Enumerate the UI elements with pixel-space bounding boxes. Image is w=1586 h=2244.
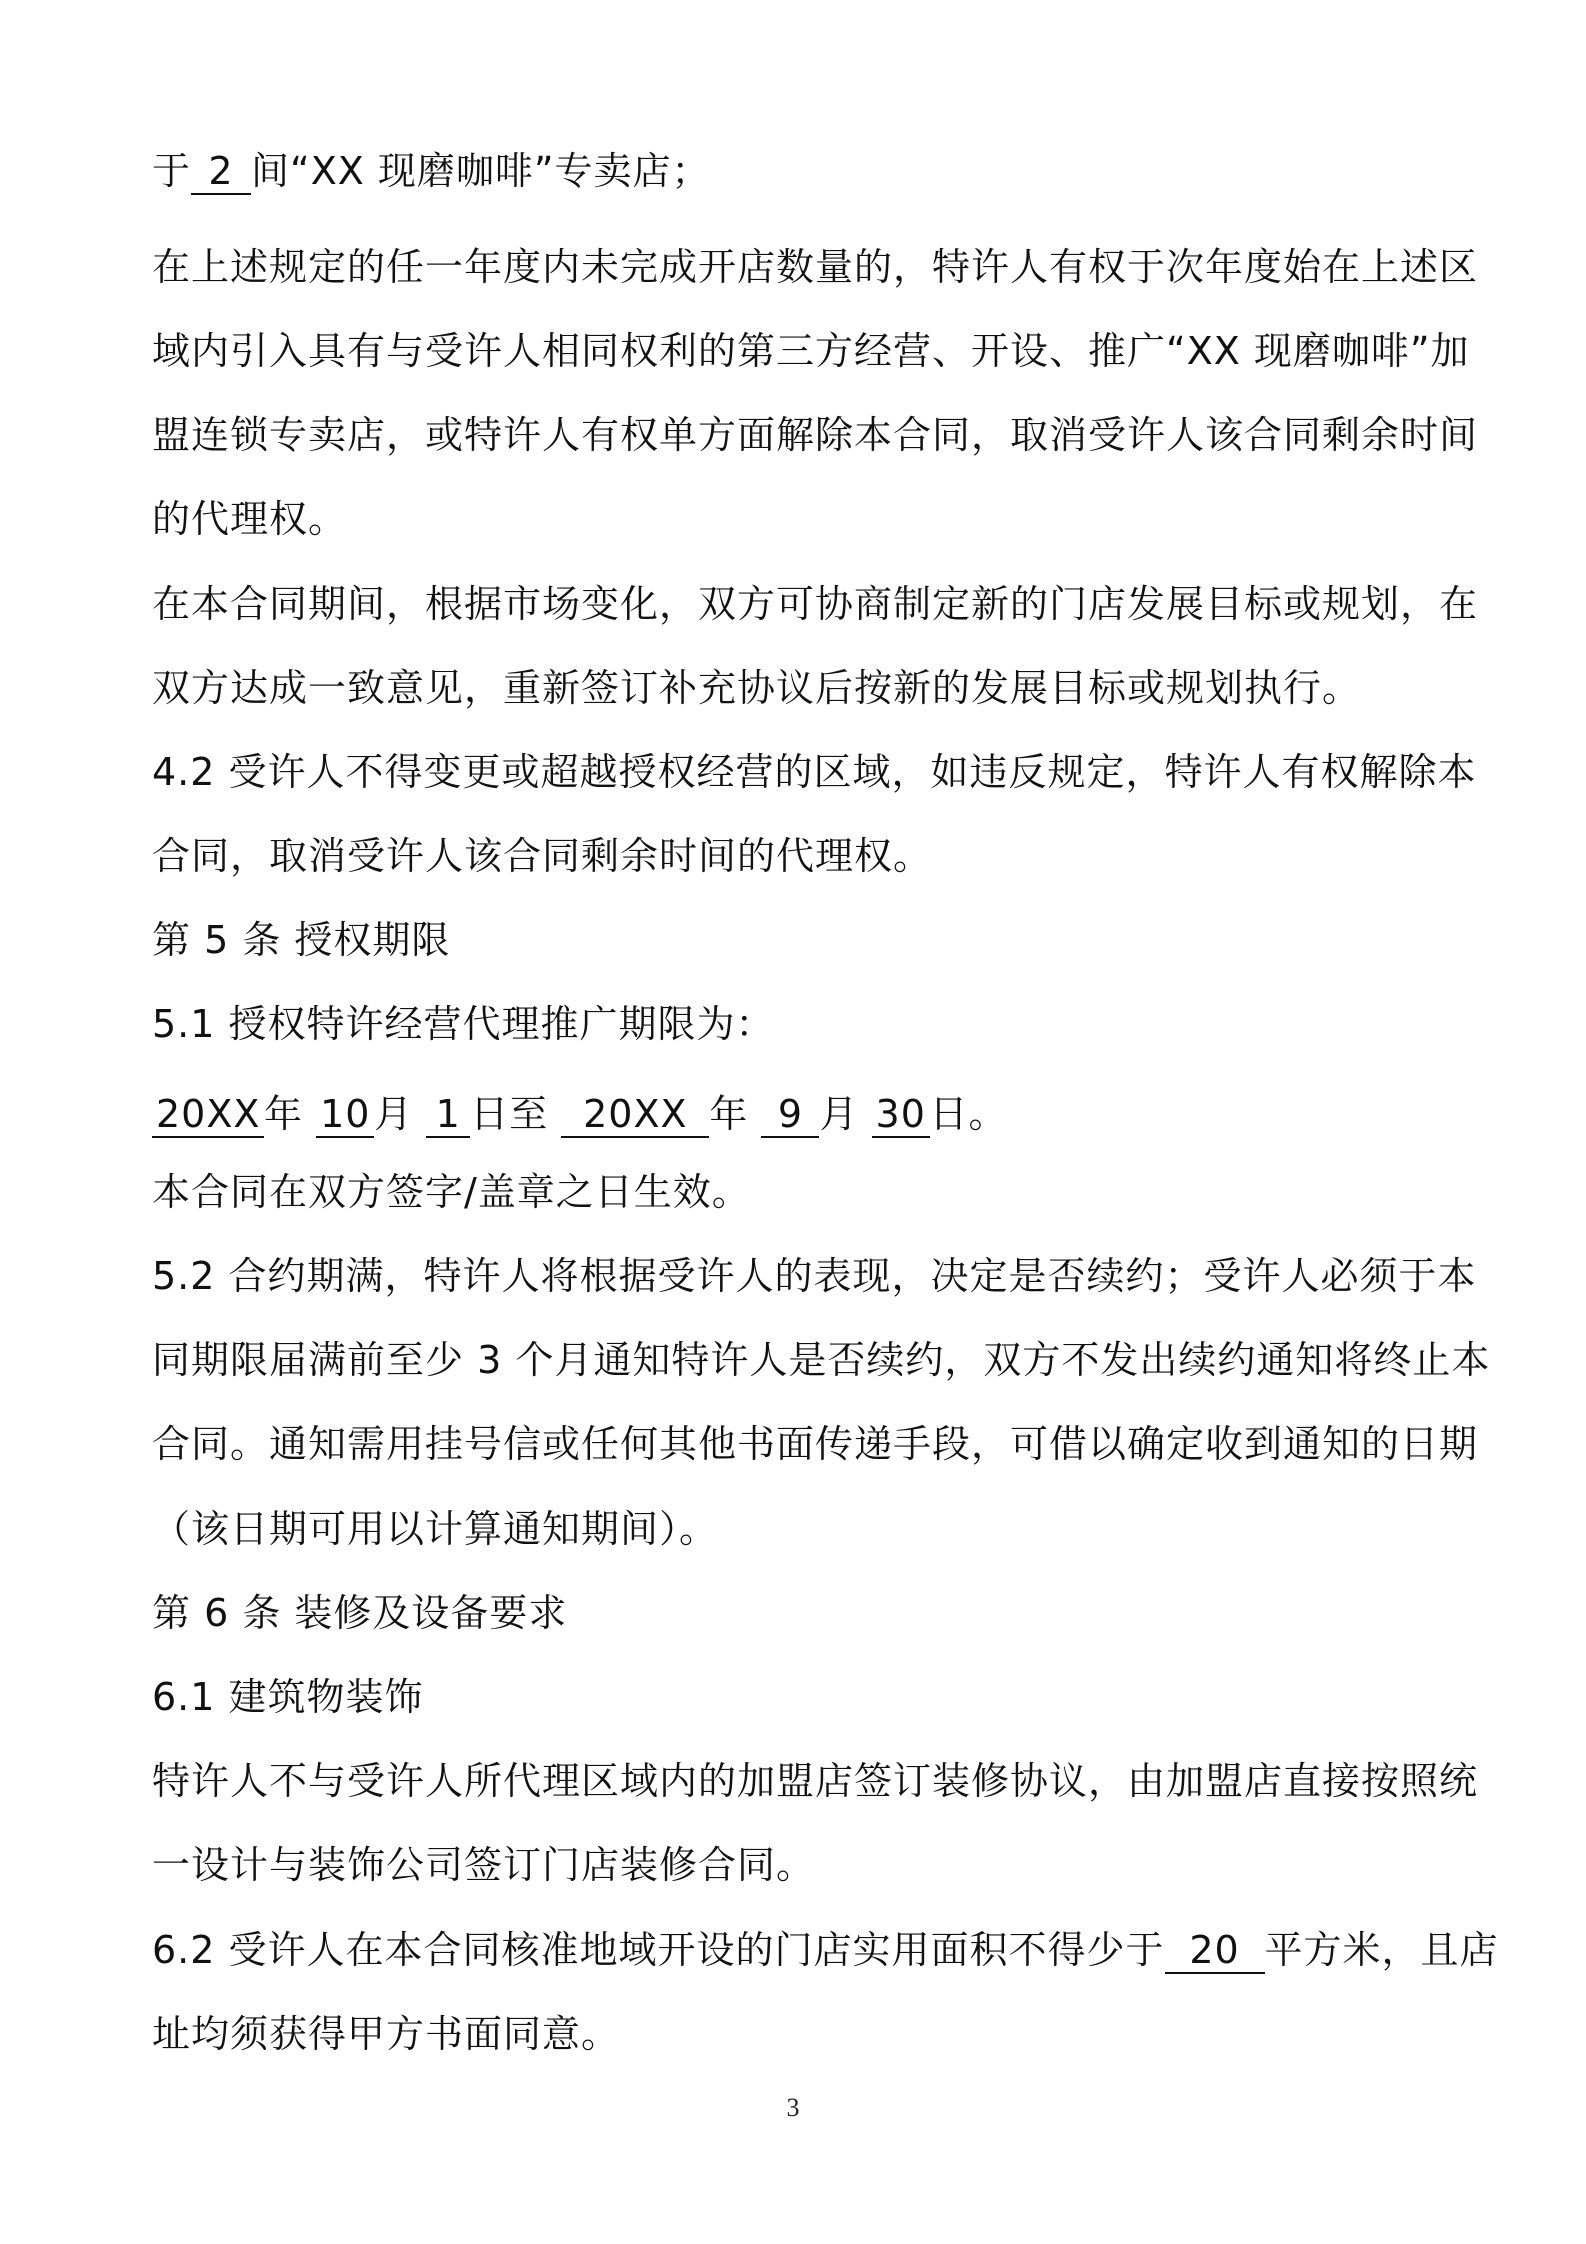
text-line: 同期限届满前至少 3 个月通知特许人是否续约，双方不发出续约通知将终止本 bbox=[152, 1338, 1491, 1382]
text-line: 特许人不与受许人所代理区域内的加盟店签订装修协议，由加盟店直接按照统 bbox=[152, 1759, 1479, 1803]
text-line: 在本合同期间，根据市场变化，双方可协商制定新的门店发展目标或规划，在 bbox=[152, 582, 1479, 626]
text-line: 6.1 建筑物装饰 bbox=[152, 1675, 424, 1719]
text-line: 5.2 合约期满，特许人将根据受许人的表现，决定是否续约；受许人必须于本 bbox=[152, 1254, 1477, 1298]
text-line: 址均须获得甲方书面同意。 bbox=[152, 2012, 621, 2056]
text-line: 域内引入具有与受许人相同权利的第三方经营、开设、推广“XX 现磨咖啡”加 bbox=[152, 329, 1470, 373]
text-line: 合同。通知需用挂号信或任何其他书面传递手段，可借以确定收到通知的日期 bbox=[152, 1422, 1479, 1466]
blank-end-month: 9 bbox=[761, 1092, 819, 1138]
section-heading: 第 5 条 授权期限 bbox=[152, 918, 451, 962]
blank-end-day: 30 bbox=[872, 1092, 930, 1138]
blank-store-count: 2 bbox=[191, 149, 251, 195]
section-heading: 第 6 条 装修及设备要求 bbox=[152, 1591, 568, 1635]
blank-min-area: 20 bbox=[1165, 1928, 1265, 1974]
text-line: 合同，取消受许人该合同剩余时间的代理权。 bbox=[152, 834, 933, 878]
text-line: 4.2 受许人不得变更或超越授权经营的区域，如违反规定，特许人有权解除本 bbox=[152, 750, 1477, 794]
page-number: 3 bbox=[786, 2093, 800, 2122]
text-line: 盟连锁专卖店，或特许人有权单方面解除本合同，取消受许人该合同剩余时间 bbox=[152, 413, 1479, 457]
date-range-line: 20XX年 10月 1 日至 20XX 年 9 月 30日。 bbox=[152, 1090, 1446, 1138]
text-line: 一设计与装饰公司签订门店装修合同。 bbox=[152, 1843, 816, 1887]
text-line: 的代理权。 bbox=[152, 497, 348, 541]
text-line: 6.2 受许人在本合同核准地域开设的门店实用面积不得少于 20 平方米，且店 bbox=[152, 1928, 1499, 1972]
text-line: （该日期可用以计算通知期间）。 bbox=[152, 1507, 719, 1551]
text-line: 5.1 授权特许经营代理推广期限为： bbox=[152, 1002, 775, 1046]
blank-start-month: 10 bbox=[316, 1092, 374, 1138]
blank-start-year: 20XX bbox=[152, 1092, 264, 1138]
text-line: 在上述规定的任一年度内未完成开店数量的，特许人有权于次年度始在上述区 bbox=[152, 245, 1479, 289]
text-line: 双方达成一致意见，重新签订补充协议后按新的发展目标或规划执行。 bbox=[152, 666, 1362, 710]
text-line: 本合同在双方签字/盖章之日生效。 bbox=[152, 1170, 751, 1214]
blank-start-day: 1 bbox=[426, 1092, 470, 1138]
blank-end-year: 20XX bbox=[561, 1092, 709, 1138]
text-line: 于 2 间“XX 现磨咖啡”专卖店； bbox=[152, 149, 711, 193]
